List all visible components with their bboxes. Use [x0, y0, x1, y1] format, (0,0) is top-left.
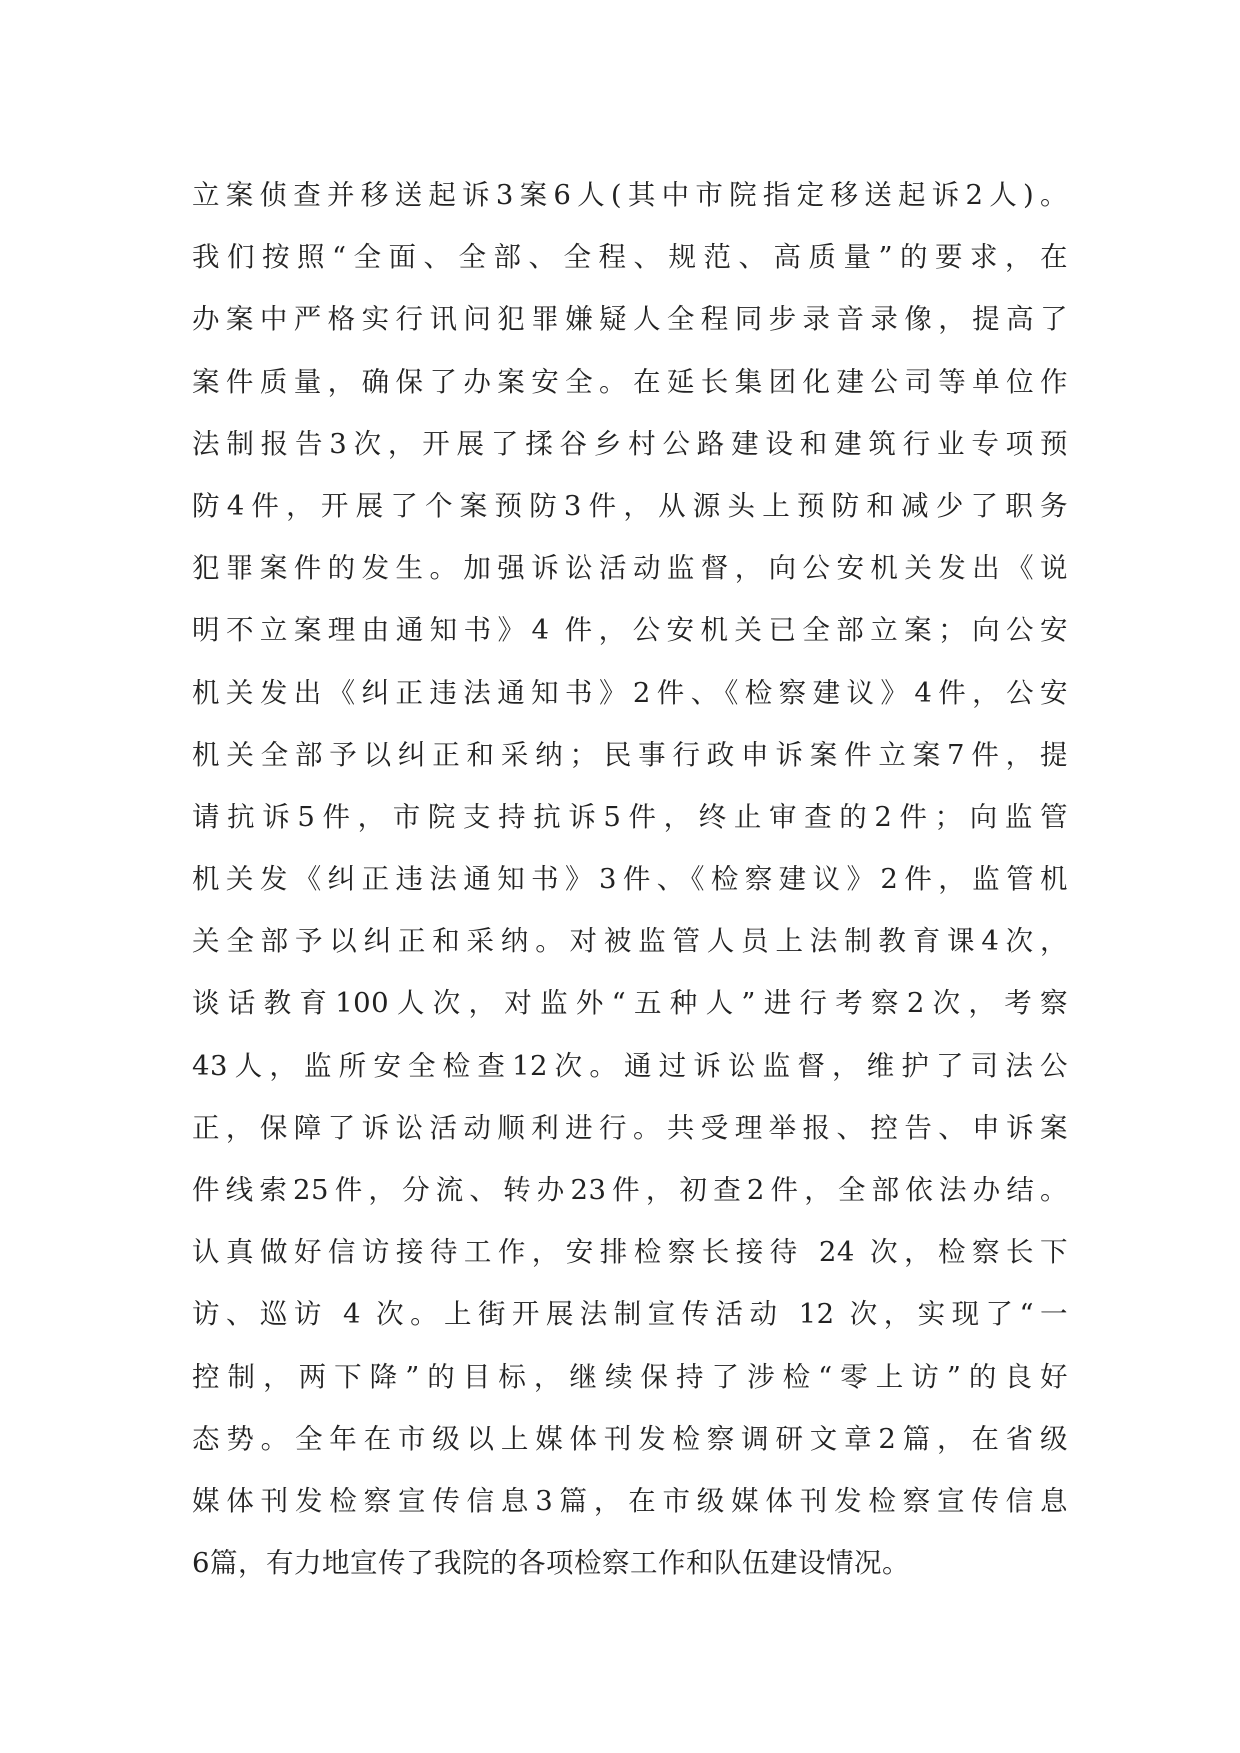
text-line: 机关发出《纠正违法通知书》2件、《检察建议》4件，公安 — [192, 676, 1068, 709]
text-line: 媒体刊发检察宣传信息3篇，在市级媒体刊发检察宣传信息 — [192, 1484, 1068, 1517]
text-line: 我们按照“全面、全部、全程、规范、高质量”的要求，在 — [192, 241, 1068, 274]
text-line: 认真做好信访接待工作，安排检察长接待 24 次，检察长下 — [192, 1236, 1068, 1269]
text-line: 明不立案理由通知书》4 件，公安机关已全部立案；向公安 — [192, 614, 1068, 647]
text-line: 控制，两下降”的目标，继续保持了涉检“零上访”的良好 — [192, 1360, 1068, 1393]
text-line: 关全部予以纠正和采纳。对被监管人员上法制教育课4次， — [192, 925, 1068, 958]
text-line: 机关全部予以纠正和采纳；民事行政申诉案件立案7件，提 — [192, 738, 1068, 771]
text-line: 态势。全年在市级以上媒体刊发检察调研文章2篇，在省级 — [192, 1422, 1068, 1455]
text-line: 案件质量，确保了办案安全。在延长集团化建公司等单位作 — [192, 365, 1068, 398]
text-line: 请抗诉5件，市院支持抗诉5件，终止审查的2件；向监管 — [192, 800, 1068, 833]
text-line: 访、巡访 4 次。上街开展法制宣传活动 12 次，实现了“一 — [192, 1298, 1068, 1331]
text-line: 谈话教育100人次，对监外“五种人”进行考察2次，考察 — [192, 987, 1068, 1020]
text-line: 6篇，有力地宣传了我院的各项检察工作和队伍建设情况。 — [192, 1547, 910, 1580]
text-line: 防4件，开展了个案预防3件，从源头上预防和减少了职务 — [192, 489, 1068, 522]
text-line: 正，保障了诉讼活动顺利进行。共受理举报、控告、申诉案 — [192, 1111, 1068, 1144]
text-line: 机关发《纠正违法通知书》3件、《检察建议》2件，监管机 — [192, 863, 1068, 896]
text-line: 法制报告3次，开展了揉谷乡村公路建设和建筑行业专项预 — [192, 427, 1068, 460]
body-paragraph — [192, 164, 1068, 1594]
text-line: 件线索25件，分流、转办23件，初查2件，全部依法办结。 — [192, 1174, 1068, 1206]
text-line: 43人，监所安全检查12次。通过诉讼监督，维护了司法公 — [192, 1049, 1068, 1082]
text-line: 办案中严格实行讯问犯罪嫌疑人全程同步录音录像，提高了 — [192, 303, 1068, 336]
text-line: 犯罪案件的发生。加强诉讼活动监督，向公安机关发出《说 — [192, 552, 1068, 585]
text-line: 立案侦查并移送起诉3案6人(其中市院指定移送起诉2人)。 — [192, 179, 1068, 211]
